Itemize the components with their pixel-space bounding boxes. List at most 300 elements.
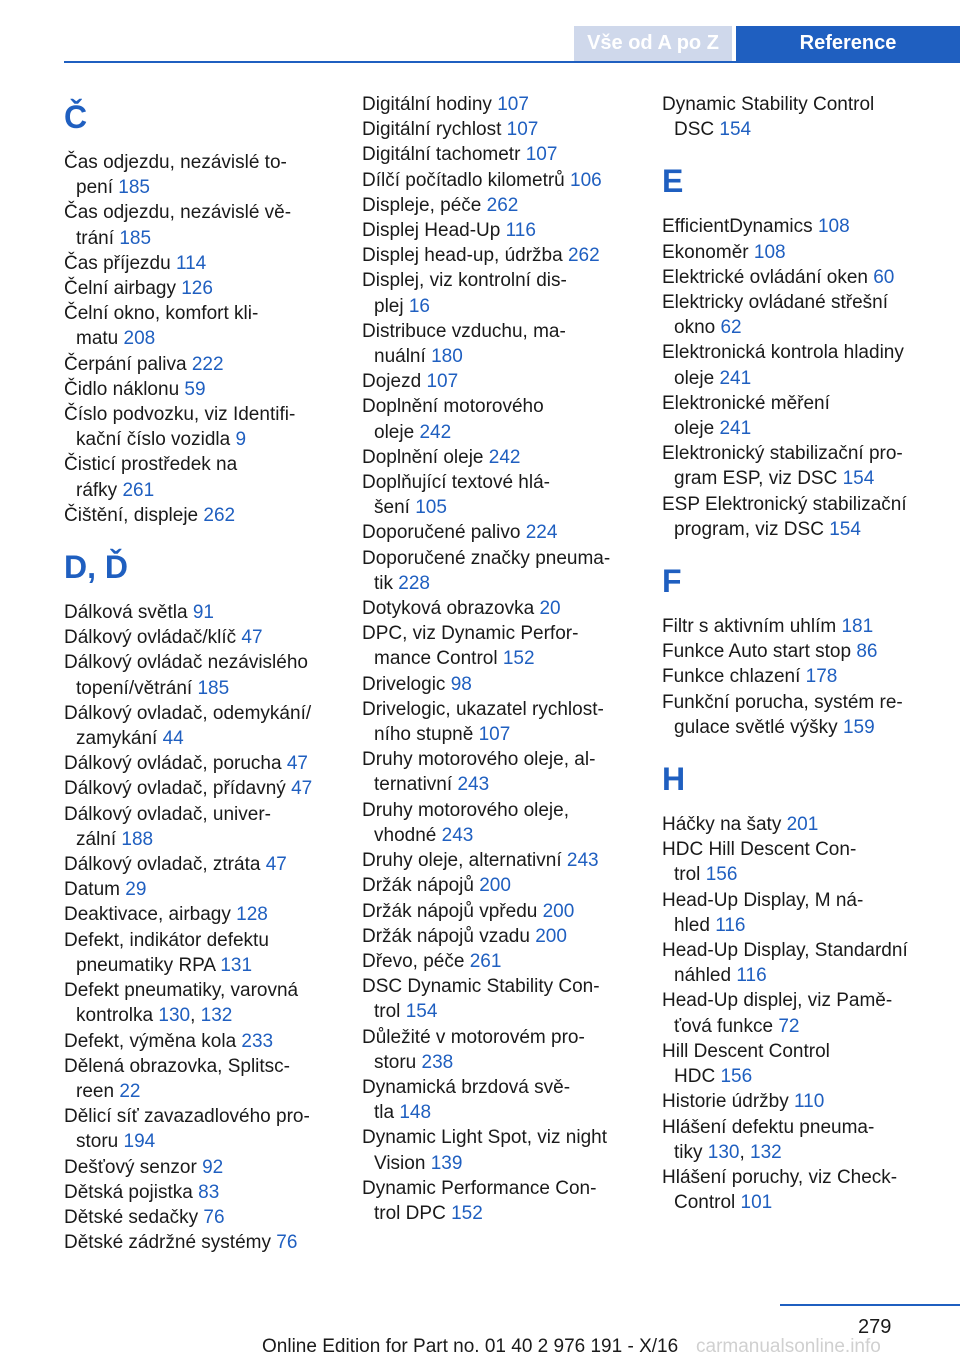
entry-term: Dětské zádržné systémy xyxy=(64,1232,271,1254)
page-reference-link[interactable]: 72 xyxy=(778,1015,800,1037)
page-reference-link[interactable]: 116 xyxy=(715,914,746,936)
index-entry xyxy=(64,1104,354,1154)
page-reference-link[interactable]: 76 xyxy=(203,1206,225,1228)
page-reference-link[interactable]: 110 xyxy=(794,1091,825,1113)
index-entry xyxy=(362,92,652,117)
entry-term: Elektronická kontrola hladiny xyxy=(662,342,904,364)
entry-term: Číslo podvozku, viz Identifi‐ xyxy=(64,404,296,426)
entry-term: HDC Hill Descent Con‐ xyxy=(662,839,857,861)
index-entry xyxy=(362,924,652,949)
entry-term: Doplnění oleje xyxy=(362,446,484,468)
index-entry: Defekt pneumatiky, varovná kontrolka 130, 132 xyxy=(64,980,299,1027)
entry-term: ního stupně xyxy=(374,724,474,746)
index-entry xyxy=(362,319,652,369)
entry-term: trol DPC xyxy=(374,1202,446,1224)
entry-term: Defekt, indikátor defektu xyxy=(64,929,269,951)
page-reference-link[interactable]: 62 xyxy=(720,317,742,339)
page-reference-link[interactable]: 22 xyxy=(119,1080,141,1102)
page-reference-link[interactable]: 224 xyxy=(525,522,558,544)
entry-term: Dálkový ovládač, porucha xyxy=(64,753,282,775)
index-entry xyxy=(362,1176,652,1226)
entry-term: Dřevo, péče xyxy=(362,950,465,972)
entry-term: plej xyxy=(374,295,404,317)
entry-term: Deaktivace, airbagy xyxy=(64,904,231,926)
section-spacer xyxy=(64,528,354,542)
page-reference-link[interactable]: 185 xyxy=(119,227,152,249)
entry-term: Elektricky ovládané střešní xyxy=(662,292,888,314)
entry-term: Distribuce vzduchu, ma‐ xyxy=(362,320,566,342)
entry-term: DSC xyxy=(674,119,715,141)
page-reference-link[interactable]: 243 xyxy=(566,850,599,872)
page-reference-link[interactable]: 159 xyxy=(842,716,875,738)
entry-term: Dálkový ovladač, odemykání/ xyxy=(64,702,312,724)
page-reference-link[interactable]: 101 xyxy=(740,1192,773,1214)
entry-term: Doplňující textové hlá‐ xyxy=(362,472,550,494)
index-entry xyxy=(64,877,354,902)
entry-term: Druhy motorového oleje, xyxy=(362,799,569,821)
section-tab[interactable]: Vše od A po Z xyxy=(574,26,732,62)
index-entry xyxy=(662,1039,952,1089)
entry-term: oleje xyxy=(374,421,415,443)
index-entry xyxy=(64,802,354,852)
entry-term: Dílčí počítadlo kilometrů xyxy=(362,169,565,191)
page-number: 279 xyxy=(858,1316,892,1338)
entry-term: Funkční porucha, systém re‐ xyxy=(662,691,903,713)
page-reference-link[interactable]: 241 xyxy=(719,418,752,440)
entry-term: DSC Dynamic Stability Con‐ xyxy=(362,976,600,998)
index-entry xyxy=(64,1230,354,1255)
index-letter-heading: D, Ď xyxy=(64,549,128,586)
index-entry xyxy=(362,445,652,470)
index-entry xyxy=(362,394,652,444)
page-reference-link[interactable]: 131 xyxy=(220,954,253,976)
index-entry xyxy=(64,902,354,927)
entry-term: Elektrické ovládání oken xyxy=(662,266,868,288)
page-reference-link[interactable]: 60 xyxy=(873,266,895,288)
entry-term: DPC, viz Dynamic Perfor‐ xyxy=(362,623,579,645)
entry-term: Elektronický stabilizační pro‐ xyxy=(662,443,903,465)
index-letter-heading: F xyxy=(662,563,682,600)
page-reference-link[interactable]: 47 xyxy=(286,753,308,775)
entry-term: reen xyxy=(76,1080,115,1102)
edition-note: Online Edition for Part no. 01 40 2 976 191 - X/16 xyxy=(262,1336,679,1357)
page-reference-link[interactable]: 200 xyxy=(535,925,567,947)
page-reference-link[interactable]: 114 xyxy=(175,252,207,274)
entry-term: Elektronické měření xyxy=(662,392,830,414)
heading-spacer xyxy=(64,142,354,150)
entry-term: Dynamická brzdová svě‐ xyxy=(362,1076,571,1098)
index-entry xyxy=(64,751,354,776)
entry-term: Dětská pojistka xyxy=(64,1181,193,1203)
index-entry xyxy=(362,1125,652,1175)
index-entry xyxy=(662,290,952,340)
section-spacer xyxy=(662,542,952,556)
entry-term: Druhy oleje, alternativní xyxy=(362,850,562,872)
page-reference-link[interactable]: 178 xyxy=(805,666,838,688)
section-spacer xyxy=(662,740,952,754)
page-reference-link[interactable]: 105 xyxy=(415,497,447,519)
entry-term: Držák nápojů vpředu xyxy=(362,900,538,922)
index-entry xyxy=(362,142,652,167)
entry-term: Čelní okno, komfort kli‐ xyxy=(64,303,259,325)
page-reference-link[interactable]: 59 xyxy=(184,378,206,400)
page-reference-link[interactable]: 228 xyxy=(398,572,430,594)
entry-term: Dělicí síť zavazadlového pro‐ xyxy=(64,1106,310,1128)
index-entry xyxy=(64,1029,354,1054)
page-reference-link[interactable]: 20 xyxy=(539,598,561,620)
entry-term: program, viz DSC xyxy=(674,518,824,540)
page-reference-link[interactable]: 29 xyxy=(125,879,147,901)
page-reference-link[interactable]: 132 xyxy=(200,1005,233,1027)
index-entry xyxy=(362,218,652,243)
entry-term: kontrolka xyxy=(76,1005,154,1027)
page-reference-link[interactable]: 201 xyxy=(786,814,819,836)
page-reference-link[interactable]: 154 xyxy=(829,518,861,540)
index-entry xyxy=(64,402,354,452)
entry-term: Dešťový senzor xyxy=(64,1156,197,1178)
entry-term: ráfky xyxy=(76,479,118,501)
entry-term: náhled xyxy=(674,965,732,987)
page-reference-link[interactable]: 139 xyxy=(430,1152,463,1174)
page-reference-link[interactable]: 108 xyxy=(817,216,850,238)
index-entry xyxy=(64,301,354,351)
entry-term: Control xyxy=(674,1192,736,1214)
entry-term: zamykání xyxy=(76,728,158,750)
page-reference-link[interactable]: 180 xyxy=(431,346,463,368)
page-reference-link[interactable]: 86 xyxy=(856,641,878,663)
section-spacer xyxy=(662,142,952,156)
index-entry xyxy=(64,452,354,502)
page-reference-link[interactable]: 107 xyxy=(497,94,529,115)
entry-term: trol xyxy=(674,864,701,886)
page-reference-link[interactable]: 16 xyxy=(408,295,430,317)
footer-rule xyxy=(780,1304,960,1306)
entry-term: Drivelogic, ukazatel rychlost‐ xyxy=(362,698,604,720)
entry-term: Displej Head-Up xyxy=(362,220,501,242)
page-reference-link[interactable]: 261 xyxy=(469,950,502,972)
entry-term: Drivelogic xyxy=(362,673,446,695)
index-entry xyxy=(362,369,652,394)
index-entry xyxy=(362,949,652,974)
entry-term: Čas odjezdu, nezávislé to‐ xyxy=(64,152,287,173)
entry-term: gulace světlé výšky xyxy=(674,716,838,738)
page-reference-link[interactable]: 91 xyxy=(192,602,214,624)
page-reference-link[interactable]: 262 xyxy=(486,194,519,216)
index-entry xyxy=(64,200,354,250)
page-reference-link[interactable]: 106 xyxy=(570,169,602,191)
page-reference-link[interactable]: 185 xyxy=(197,677,230,699)
entry-term: Čidlo náklonu xyxy=(64,378,180,400)
page-reference-link[interactable]: 148 xyxy=(399,1102,432,1124)
index-entry xyxy=(362,974,652,1024)
page-reference-link[interactable]: 243 xyxy=(441,824,474,846)
index-entry xyxy=(362,546,652,596)
entry-term: Dynamic Stability Control xyxy=(662,94,875,115)
index-entry xyxy=(362,193,652,218)
index-entry xyxy=(362,1075,652,1125)
page-reference-link[interactable]: 128 xyxy=(236,904,268,926)
index-entry xyxy=(64,251,354,276)
page-reference-link[interactable]: 208 xyxy=(123,328,156,350)
entry-term: Druhy motorového oleje, al‐ xyxy=(362,749,596,771)
page-reference-link[interactable]: 242 xyxy=(419,421,452,443)
index-letter-heading: E xyxy=(662,163,684,200)
entry-term: Hlášení poruchy, viz Check- xyxy=(662,1166,898,1188)
index-entry xyxy=(362,899,652,924)
entry-term: Hlášení defektu pneuma‐ xyxy=(662,1116,875,1138)
entry-term: Displeje, péče xyxy=(362,194,482,216)
index-entry xyxy=(64,600,354,625)
index-entry xyxy=(662,837,952,887)
index-entry: Hlášení defektu pneuma‐ tiky 130, 132 xyxy=(662,1116,875,1163)
entry-term: mance Control xyxy=(374,648,498,670)
entry-term: Dálkový ovladač, ztráta xyxy=(64,854,261,876)
index-entry xyxy=(662,664,952,689)
page-reference-link[interactable]: 76 xyxy=(276,1232,298,1254)
index-entry xyxy=(64,1054,354,1104)
index-entry xyxy=(662,240,952,265)
page-reference-link[interactable]: 132 xyxy=(750,1141,782,1163)
heading-spacer xyxy=(662,206,952,214)
entry-term: okno xyxy=(674,317,716,339)
entry-term: Čas odjezdu, nezávislé vě‐ xyxy=(64,202,292,224)
page-reference-link[interactable]: 152 xyxy=(451,1202,483,1224)
page-reference-link[interactable]: 241 xyxy=(719,367,752,389)
watermark: carmanualsonline.info xyxy=(696,1336,881,1357)
entry-term: ťová funkce xyxy=(674,1015,774,1037)
entry-term: Ekonoměr xyxy=(662,241,749,263)
index-entry xyxy=(362,621,652,671)
index-entry xyxy=(662,614,952,639)
index-entry xyxy=(362,747,652,797)
index-entry xyxy=(362,672,652,697)
entry-term: storu xyxy=(374,1051,417,1073)
page-reference-link[interactable]: 83 xyxy=(198,1181,220,1203)
entry-term: Datum xyxy=(64,879,120,901)
index-entry xyxy=(64,650,354,700)
entry-term: HDC xyxy=(674,1066,716,1088)
index-entry xyxy=(64,625,354,650)
heading-spacer xyxy=(64,592,354,600)
page-header xyxy=(0,0,960,62)
entry-term: Dotyková obrazovka xyxy=(362,598,535,620)
page-reference-link[interactable]: 238 xyxy=(421,1051,454,1073)
index-entry xyxy=(64,928,354,978)
entry-term: Čištění, displeje xyxy=(64,504,199,526)
page-reference-link[interactable]: 156 xyxy=(720,1066,753,1088)
page-reference-link[interactable]: 98 xyxy=(450,673,472,695)
page-reference-link[interactable]: 242 xyxy=(488,446,521,468)
entry-term: Důležité v motorovém pro‐ xyxy=(362,1026,585,1048)
entry-term: nuální xyxy=(374,346,426,368)
index-entry xyxy=(362,798,652,848)
entry-term: kační číslo vozidla xyxy=(76,429,231,451)
entry-term: Digitální rychlost xyxy=(362,119,502,141)
page-reference-link[interactable]: 154 xyxy=(405,1001,438,1023)
entry-term: Dojezd xyxy=(362,371,422,393)
entry-term: Čerpání paliva xyxy=(64,353,187,375)
entry-term: EfficientDynamics xyxy=(662,216,813,238)
index-entry xyxy=(662,988,952,1038)
page-reference-link[interactable]: 262 xyxy=(203,504,236,526)
index-entry xyxy=(64,377,354,402)
page-reference-link[interactable]: 107 xyxy=(478,724,511,746)
index-entry xyxy=(662,391,952,441)
entry-term: Digitální tachometr xyxy=(362,144,521,166)
entry-term: Čelní airbagy xyxy=(64,278,176,300)
index-entry xyxy=(64,1205,354,1230)
index-entry xyxy=(662,492,952,542)
page-reference-link[interactable]: 188 xyxy=(121,828,154,850)
index-entry xyxy=(362,243,652,268)
entry-term: Doporučené značky pneuma‐ xyxy=(362,547,611,569)
index-entry xyxy=(64,776,354,801)
index-entry xyxy=(662,214,952,239)
entry-term: Doplnění motorového xyxy=(362,396,544,418)
page-reference-link[interactable]: 200 xyxy=(479,875,511,897)
page-reference-link[interactable]: 181 xyxy=(841,616,874,638)
page-reference-link[interactable]: 261 xyxy=(122,479,155,501)
entry-term: Vision xyxy=(374,1152,426,1174)
index-column-1 xyxy=(64,92,354,1255)
entry-term: tiky xyxy=(674,1141,703,1163)
page-reference-link[interactable]: 108 xyxy=(753,241,786,263)
entry-term: topení/větrání xyxy=(76,677,193,699)
page-reference-link[interactable]: 116 xyxy=(736,965,767,987)
index-entry xyxy=(64,701,354,751)
index-entry xyxy=(64,352,354,377)
entry-term: Head-Up displej, viz Pamě‐ xyxy=(662,990,893,1012)
index-entry xyxy=(362,596,652,621)
page-reference-link[interactable]: 200 xyxy=(542,900,575,922)
index-entry xyxy=(662,690,952,740)
index-entry xyxy=(662,812,952,837)
index-entry xyxy=(662,888,952,938)
page-reference-link[interactable]: 107 xyxy=(506,119,539,141)
entry-term: Dynamic Performance Con‐ xyxy=(362,1177,597,1199)
entry-term: Head-Up Display, Standardní xyxy=(662,940,908,962)
page-reference-link[interactable]: 152 xyxy=(502,648,535,670)
index-entry xyxy=(362,848,652,873)
entry-term: šení xyxy=(374,497,410,519)
entry-term: Digitální hodiny xyxy=(362,94,492,115)
index-entry xyxy=(362,1025,652,1075)
entry-term: Dálková světla xyxy=(64,602,188,624)
index-letter-heading: H xyxy=(662,761,686,798)
entry-term: ternativní xyxy=(374,774,453,796)
page-reference-link[interactable]: 126 xyxy=(181,278,213,300)
entry-term: Držák nápojů vzadu xyxy=(362,925,530,947)
page-reference-link[interactable]: 44 xyxy=(162,728,184,750)
page-reference-link[interactable]: 156 xyxy=(705,864,738,886)
entry-term: Dálkový ovladač, univer‐ xyxy=(64,803,271,825)
index-entry xyxy=(362,873,652,898)
index-entry xyxy=(362,470,652,520)
entry-term: Háčky na šaty xyxy=(662,814,782,836)
page-reference-link[interactable]: 233 xyxy=(241,1030,274,1052)
entry-term: Dálkový ovladač, přídavný xyxy=(64,778,286,800)
page-reference-link[interactable]: 222 xyxy=(191,353,224,375)
index-entry xyxy=(64,1180,354,1205)
entry-term: ESP Elektronický stabilizační xyxy=(662,493,907,515)
index-entry xyxy=(64,503,354,528)
page-reference-link[interactable]: 154 xyxy=(842,468,875,490)
index-entry xyxy=(64,852,354,877)
page-reference-link[interactable]: 9 xyxy=(235,429,247,451)
page-reference-link[interactable]: 154 xyxy=(719,119,752,141)
entry-term: tik xyxy=(374,572,393,594)
page-reference-link[interactable]: 47 xyxy=(241,627,263,649)
entry-term: Displej head-up, údržba xyxy=(362,245,563,267)
entry-term: trání xyxy=(76,227,115,249)
entry-term: Čas příjezdu xyxy=(64,252,171,274)
entry-term: oleje xyxy=(674,367,715,389)
page-reference-link[interactable]: 92 xyxy=(202,1156,224,1178)
page-reference-link[interactable]: 107 xyxy=(426,371,459,393)
entry-term: zální xyxy=(76,828,117,850)
page-reference-link[interactable]: 47 xyxy=(265,854,287,876)
entry-term: vhodné xyxy=(374,824,437,846)
active-chapter-tab[interactable]: Reference xyxy=(736,26,960,62)
index-entry xyxy=(662,938,952,988)
index-entry xyxy=(362,697,652,747)
page-reference-link[interactable]: 107 xyxy=(525,144,558,166)
index-entry xyxy=(362,117,652,142)
index-entry xyxy=(64,150,354,200)
page-reference-link[interactable]: 243 xyxy=(457,774,490,796)
entry-term: Dynamic Light Spot, viz night xyxy=(362,1127,608,1149)
entry-term: Hill Descent Control xyxy=(662,1040,830,1062)
page-reference-link[interactable]: 130 xyxy=(707,1141,740,1163)
page-reference-link[interactable]: 262 xyxy=(567,245,600,267)
index-entry xyxy=(662,92,952,142)
page-reference-link[interactable]: 185 xyxy=(118,177,150,199)
index-column-3 xyxy=(662,92,952,1215)
entry-term: Funkce chlazení xyxy=(662,666,801,688)
entry-term: Historie údržby xyxy=(662,1091,789,1113)
entry-term: Dětské sedačky xyxy=(64,1206,199,1228)
entry-term: Dělená obrazovka, Splitsc‐ xyxy=(64,1055,290,1077)
index-entry xyxy=(662,340,952,390)
index-column-2 xyxy=(362,92,652,1226)
index-entry xyxy=(362,520,652,545)
index-letter-heading: Č xyxy=(64,99,88,135)
entry-term: oleje xyxy=(674,418,715,440)
index-entry xyxy=(662,441,952,491)
page-reference-link[interactable]: 194 xyxy=(123,1131,156,1153)
index-entry xyxy=(662,1165,952,1215)
page-reference-link[interactable]: 47 xyxy=(291,778,313,800)
entry-term: Head-Up Display, M ná‐ xyxy=(662,889,864,911)
page-reference-link[interactable]: 130 xyxy=(158,1005,191,1027)
entry-term: pneumatiky RPA xyxy=(76,954,216,976)
entry-term: Držák nápojů xyxy=(362,875,474,897)
entry-term: matu xyxy=(76,328,119,350)
heading-spacer xyxy=(662,606,952,614)
index-entry xyxy=(362,268,652,318)
index-entry xyxy=(662,639,952,664)
heading-spacer xyxy=(662,804,952,812)
entry-term: Čisticí prostředek na xyxy=(64,454,238,476)
entry-term: Funkce Auto start stop xyxy=(662,641,852,663)
entry-term: trol xyxy=(374,1001,401,1023)
entry-term: gram ESP, viz DSC xyxy=(674,468,838,490)
index-entry xyxy=(662,265,952,290)
entry-term: Doporučené palivo xyxy=(362,522,521,544)
entry-term: Filtr s aktivním uhlím xyxy=(662,616,837,638)
index-entry xyxy=(362,168,652,193)
page-reference-link[interactable]: 116 xyxy=(505,220,536,242)
